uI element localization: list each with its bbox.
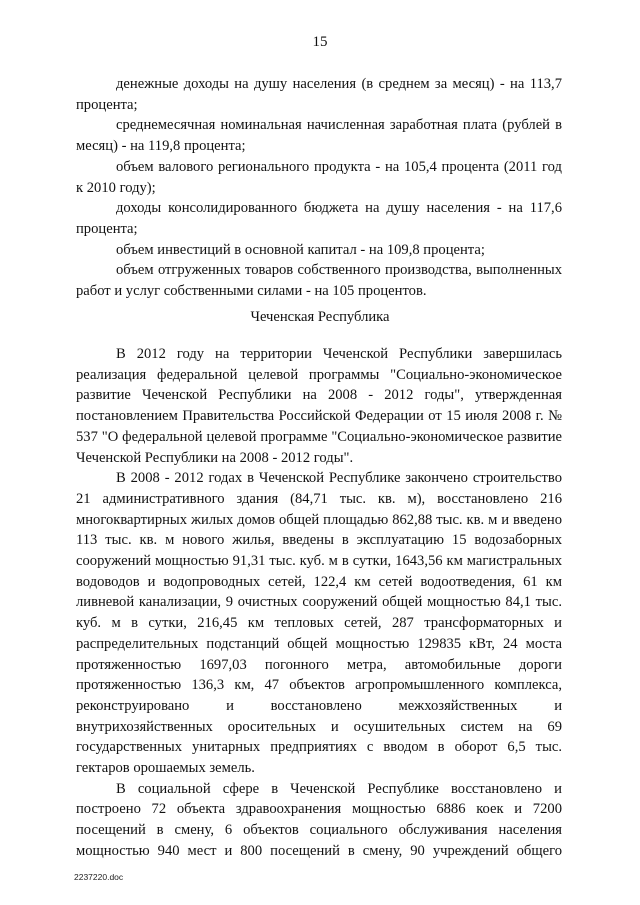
paragraph: В социальной сфере в Чеченской Республике восстановлено и построено 72 объекта здравоохранения мощностью 6886 коек и 7200 посещений в смену, 6 объектов социального обслуживания населения мощностью 940 мест и 800 посещений в смену, 90 учреждений общего: [76, 780, 562, 859]
paragraph: В 2012 году на территории Чеченской Республики завершилась реализация федеральной целевой программы "Социально-экономическое развитие Чеченской Республики на 2008 - 2012 годы", утвержденная постановлением Правительства Российской Федерации от 15 июля 2008 г. № 537 "О федеральной целевой программе "Социально-экономическое развитие Чеченской Республики на 2008 - 2012 годы".: [76, 346, 562, 466]
page-number: 15: [312, 34, 328, 50]
paragraph: В 2008 - 2012 годах в Чеченской Республике закончено строительство 21 административного здания (84,71 тыс. кв. м), восстановлено 216 многоквартирных жилых домов общей площадью 862,88 тыс. кв. м и введено 113 тыс. кв. м нового жилья, введены в эксплуатацию 15 водозаборных сооружений мощностью 91,31 тыс. куб. м в сутки, 1643,56 км магистральных водоводов и водопроводных сетей, 122,4 км сетей водоотведения, 61 км ливневой канализации, 9 очистных сооружений общей мощностью 84,1 тыс. куб. м в сутки, 216,45 км тепловых сетей, 287 трансформаторных и распределительных подстанций общей мощностью 129835 кВт, 24 моста протяженностью 1697,03 погонного метра, автомобильные дороги протяженностью 136,3 км, 47 объектов агропромышленного комплекса, реконструировано и восстановлено межхозяйственных и внутрихозяйственных оросительных и осушительных систем на 69 государственных унитарных предприятиях с вводом в оборот 6,5 тыс. гектаров орошаемых земель.: [76, 470, 562, 777]
footer-doc-id: 2237220.doc: [74, 872, 124, 882]
list-item: объем валового регионального продукта - на 105,4 процента (2011 год к 2010 году);: [76, 158, 562, 196]
list-item: объем инвестиций в основной капитал - на 109,8 процента;: [116, 241, 485, 258]
section-body: [76, 344, 562, 862]
list-item: денежные доходы на душу населения (в среднем за месяц) - на 113,7 процента;: [76, 76, 562, 113]
list-item: объем отгруженных товаров собственного производства, выполненных работ и услуг собственными силами - на 105 процентов.: [76, 262, 562, 300]
list-item: среднемесячная номинальная начисленная заработная плата (рублей в месяц) - на 119,8 процента;: [76, 117, 562, 155]
indicator-list: [76, 74, 562, 302]
list-item: доходы консолидированного бюджета на душу населения - на 117,6 процента;: [76, 200, 562, 237]
section-heading: Чеченская Республика: [250, 309, 390, 325]
